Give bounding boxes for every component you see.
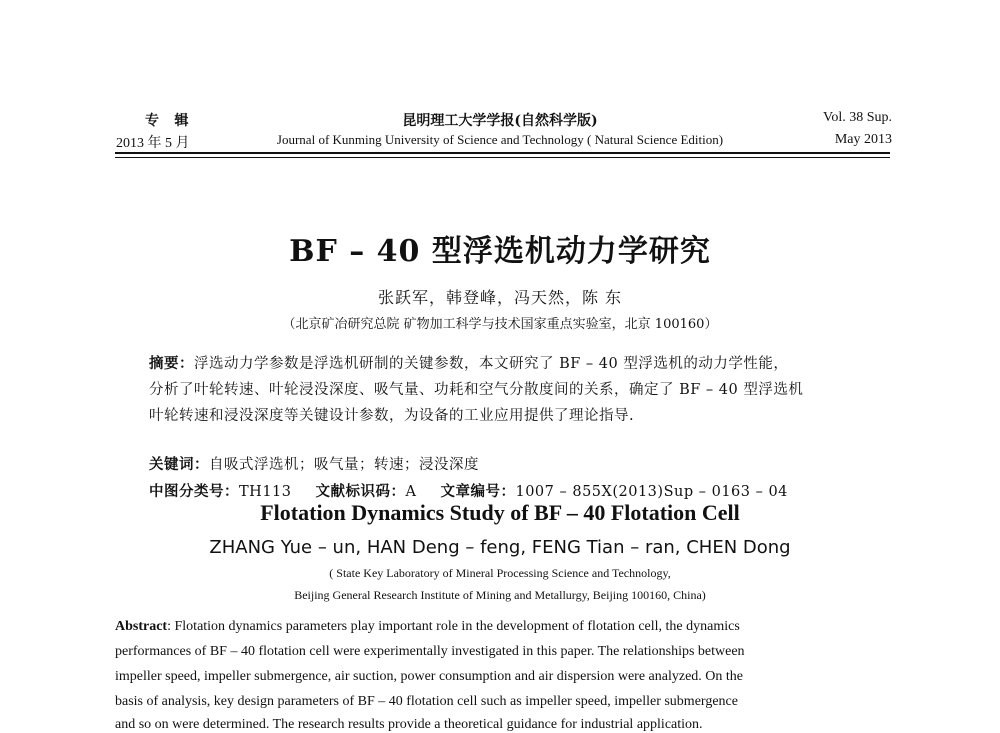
volume-info: Vol. 38 Sup. (823, 110, 892, 125)
abstract-cn-label: 摘要： (149, 355, 194, 372)
header-rule-thick (115, 152, 890, 154)
abstract-en-line: impeller speed, impeller submergence, air suction, power consumption and air dispersion were analyzed. On the (115, 669, 743, 684)
keywords-cn-text: 自吸式浮选机；吸气量；转速；浸没深度 (209, 457, 479, 473)
paper-title-en: Flotation Dynamics Study of BF – 40 Flotation Cell (260, 500, 740, 525)
authors-cn: 张跃军，韩登峰，冯天然，陈 东 (377, 288, 623, 307)
article-number-label: 文章编号： (440, 483, 516, 500)
affiliation-en-line: ( State Key Laboratory of Mineral Processing Science and Technology, (329, 566, 671, 580)
abstract-cn-line: 分析了叶轮转速、叶轮浸没深度、吸气量、功耗和空气分散度间的关系，确定了 BF – 40 型浮选机 (149, 382, 804, 398)
abstract-en-line (115, 619, 890, 635)
authors-en: ZHANG Yue – un, HAN Deng – feng, FENG Tian – ran, CHEN Dong (209, 537, 791, 558)
abstract-cn-text: 浮选动力学参数是浮选机研制的关键参数，本文研究了 BF – 40 型浮选机的动力学性能， (194, 356, 789, 372)
abstract-en-label: Abstract (115, 619, 168, 634)
keywords-cn (149, 453, 479, 474)
abstract-en-line: basis of analysis, key design parameters of BF – 40 flotation cell such as impeller speed, impeller submergence (115, 694, 738, 709)
journal-title-cn: 昆明理工大学学报(自然科学版) (402, 113, 598, 129)
affiliation-cn: （北京矿冶研究总院 矿物加工科学与技术国家重点实验室，北京 100160） (282, 317, 718, 332)
doc-code-value: A (405, 484, 417, 500)
classification-line (149, 480, 788, 501)
clc-value: TH113 (239, 484, 292, 500)
journal-column-label: 专 辑 (145, 114, 195, 129)
header-rule-thin (115, 157, 890, 158)
clc-label: 中图分类号： (149, 483, 239, 500)
affiliation-en-line: Beijing General Research Institute of Mining and Metallurgy, Beijing 100160, China) (294, 588, 706, 602)
keywords-cn-label: 关键词： (149, 456, 209, 473)
abstract-cn-line (149, 352, 788, 373)
issue-date-cn: 2013 年 5 月 (116, 136, 190, 151)
issue-date-en: May 2013 (834, 132, 892, 147)
abstract-en-text: : Flotation dynamics parameters play important role in the development of flotation cell, the dynamics (167, 619, 740, 634)
journal-title-en: Journal of Kunming University of Science and Technology ( Natural Science Edition) (276, 132, 724, 147)
article-number-value: 1007 – 855X(2013)Sup – 0163 – 04 (515, 484, 788, 500)
doc-code-label: 文献标识码： (315, 483, 406, 500)
abstract-cn-line: 叶轮转速和浸没深度等关键设计参数，为设备的工业应用提供了理论指导. (149, 408, 635, 424)
abstract-en-line: performances of BF – 40 flotation cell were experimentally investigated in this paper. The relationships between (115, 644, 745, 659)
abstract-en-line: and so on were determined. The research results provide a theoretical guidance for industrial application. (115, 717, 703, 732)
paper-title-cn: BF – 40 型浮选机动力学研究 (289, 234, 711, 269)
